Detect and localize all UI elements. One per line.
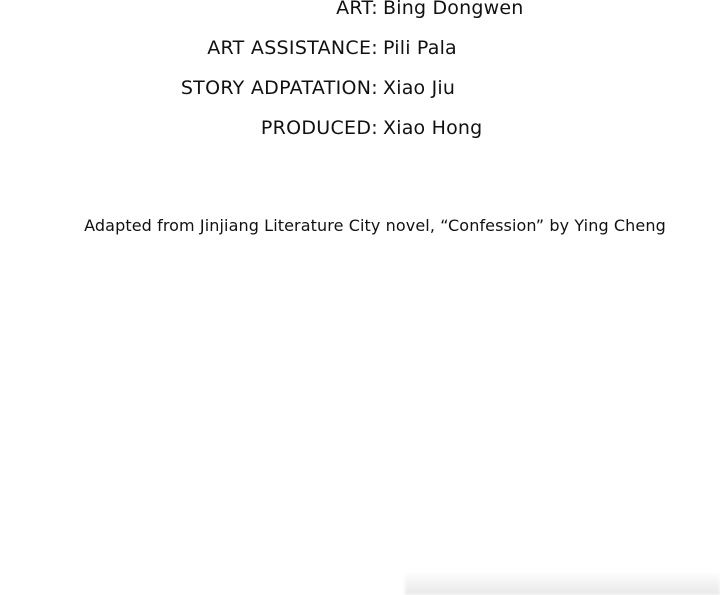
adaptation-note: Adapted from Jinjiang Literature City novel, “Confession” by Ying Cheng — [84, 216, 666, 235]
credit-row-story-adaptation — [0, 68, 720, 108]
credit-row-art-assistance — [0, 28, 720, 68]
credit-role: ART: — [336, 0, 378, 19]
credit-name: Bing Dongwen — [383, 0, 524, 19]
credit-role: STORY ADPATATION: — [180, 77, 378, 99]
credit-row-art — [0, 0, 720, 28]
credit-name: Xiao Jiu — [383, 77, 456, 99]
credit-role: PRODUCED: — [260, 117, 378, 139]
credit-name: Xiao Hong — [383, 117, 483, 139]
credit-row-produced — [0, 108, 720, 148]
bottom-edge-artwork — [405, 572, 720, 595]
credit-role: ART ASSISTANCE: — [207, 37, 378, 59]
credits-list — [0, 0, 720, 148]
credit-name: Pili Pala — [383, 37, 457, 59]
